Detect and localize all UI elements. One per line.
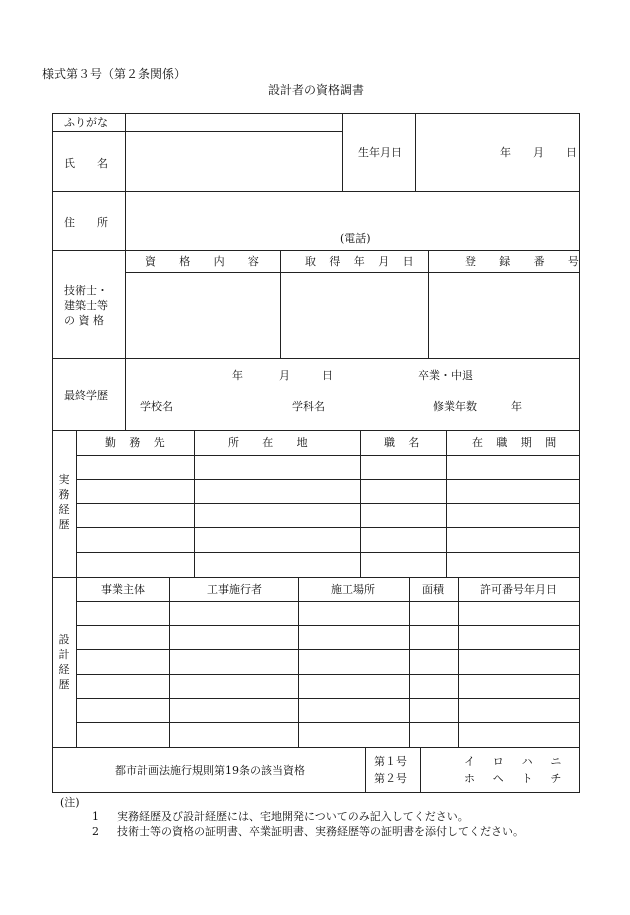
phone-label: (電話) [340, 232, 371, 245]
graduation-status: 卒業・中退 [418, 369, 473, 382]
work-col-location: 所 在 地 [228, 436, 318, 449]
birth-year-unit: 年 [500, 146, 511, 159]
regulation-item-1: 第１号 [374, 755, 407, 768]
form-number: 様式第３号（第２条関係） [42, 67, 187, 81]
design-col-project-owner: 事業主体 [101, 583, 145, 596]
design-col-site: 施工場所 [331, 583, 375, 596]
qualification-label-2: 建築士等 [64, 299, 108, 312]
work-col-period: 在 職 期 間 [472, 436, 562, 449]
design-col-area: 面積 [422, 583, 444, 596]
notes-heading: (注) [60, 796, 80, 809]
note-2-number: 2 [92, 825, 99, 838]
registration-number-header: 登 録 番 号 [465, 255, 589, 268]
education-day-unit: 日 [322, 369, 333, 382]
work-col-position: 職 名 [384, 436, 425, 449]
study-years-unit: 年 [511, 400, 522, 413]
work-col-employer: 勤 務 先 [105, 436, 170, 449]
document-title: 設計者の資格調書 [268, 83, 365, 97]
design-col-contractor: 工事施行者 [207, 583, 262, 596]
education-year-unit: 年 [232, 369, 243, 382]
regulation-label: 都市計画法施行規則第19条の該当資格 [115, 764, 305, 777]
education-month-unit: 月 [279, 369, 290, 382]
note-2-text: 技術士等の資格の証明書、卒業証明書、実務経歴等の証明書を添付してください。 [117, 825, 524, 838]
qualification-label-1: 技術士・ [64, 284, 108, 297]
furigana-label: ふりがな [64, 116, 108, 129]
qualification-label-3: の 資 格 [64, 314, 104, 327]
regulation-options-1: イ ロ ハ ニ [464, 755, 569, 768]
birth-month-unit: 月 [533, 146, 544, 159]
birth-date-label: 生年月日 [358, 146, 402, 159]
study-years-label: 修業年数 [433, 400, 477, 413]
education-label: 最終学歴 [64, 389, 108, 402]
design-history-label: 設計経歴 [58, 633, 70, 691]
note-1-text: 実務経歴及び設計経歴には、宅地開発についてのみ記入してください。 [117, 810, 469, 823]
qualification-date-header: 取 得 年 月 日 [305, 255, 419, 268]
regulation-options-2: ホ ヘ ト チ [464, 772, 569, 785]
note-1-number: 1 [92, 810, 99, 823]
design-col-permit: 許可番号年月日 [480, 583, 557, 596]
school-name-label: 学校名 [140, 400, 173, 413]
qualification-content-header: 資 格 内 容 [145, 255, 269, 268]
regulation-item-2: 第２号 [374, 772, 407, 785]
birth-day-unit: 日 [566, 146, 577, 159]
faculty-label: 学科名 [292, 400, 325, 413]
name-label: 氏 名 [64, 157, 108, 170]
work-history-label: 実務経歴 [58, 473, 70, 531]
address-label: 住 所 [64, 216, 108, 229]
